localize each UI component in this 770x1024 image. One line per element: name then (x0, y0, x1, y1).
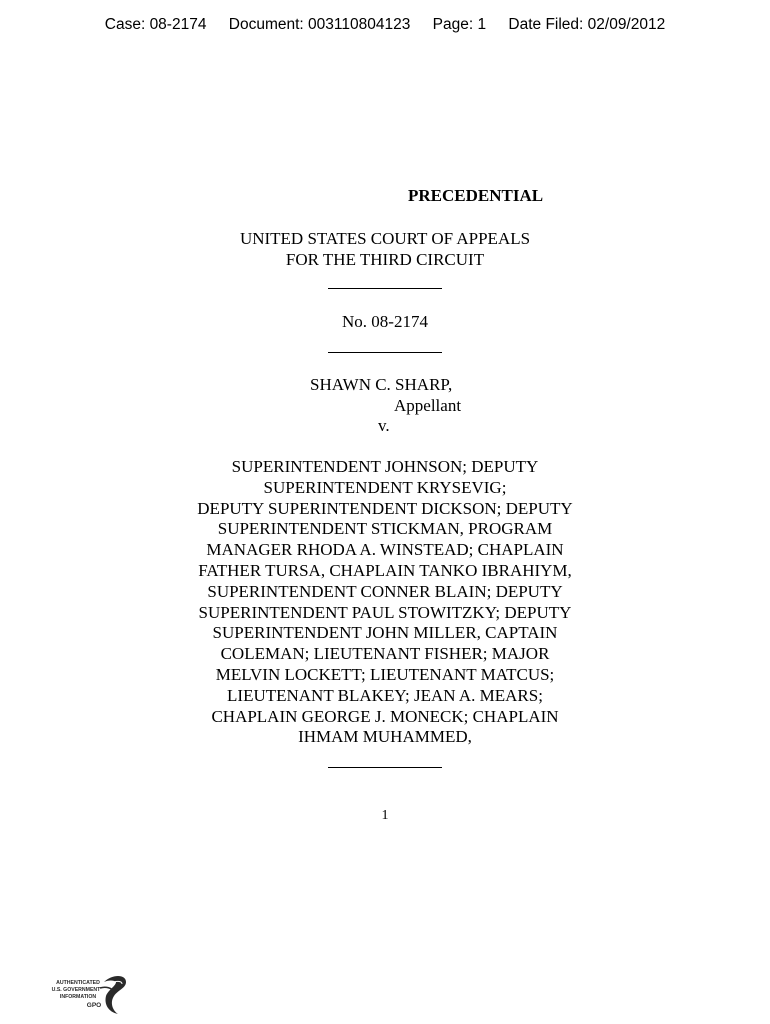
defendant-line: DEPUTY SUPERINTENDENT DICKSON; DEPUTY (197, 498, 573, 518)
seal-text: GPO (86, 1002, 102, 1009)
header-date-filed: Date Filed: 02/09/2012 (508, 16, 666, 33)
defendant-line: SUPERINTENDENT CONNER BLAIN; DEPUTY (207, 581, 563, 601)
court-name-line: FOR THE THIRD CIRCUIT (285, 249, 485, 269)
defendant-line: LIEUTENANT BLAKEY; JEAN A. MEARS; (227, 685, 543, 705)
defendant-line: CHAPLAIN GEORGE J. MONECK; CHAPLAIN (211, 706, 559, 726)
defendant-line: SUPERINTENDENT JOHN MILLER, CAPTAIN (212, 623, 558, 643)
court-name-line: UNITED STATES COURT OF APPEALS (239, 229, 531, 248)
seal-text: INFORMATION (59, 994, 97, 1000)
divider-rule (328, 288, 442, 289)
defendant-line: SUPERINTENDENT STICKMAN, PROGRAM (217, 519, 553, 539)
precedential-label: PRECEDENTIAL (408, 186, 544, 205)
appellant-role: Appellant (394, 396, 462, 415)
divider-rule (328, 352, 442, 353)
defendant-line: MELVIN LOCKETT; LIEUTENANT MATCUS; (215, 664, 555, 684)
header-page-number: Page: 1 (432, 16, 487, 33)
seal-text: U.S. GOVERNMENT (51, 987, 101, 993)
defendant-line: IHMAM MUHAMMED, (298, 727, 472, 747)
header-document-number: Document: 003110804123 (228, 16, 411, 33)
defendant-line: FATHER TURSA, CHAPLAIN TANKO IBRAHIYM, (198, 560, 572, 580)
defendant-line: COLEMAN; LIEUTENANT FISHER; MAJOR (220, 644, 550, 664)
court-name (0, 229, 770, 271)
appellant-name: SHAWN C. SHARP, (310, 375, 453, 394)
defendant-line: MANAGER RHODA A. WINSTEAD; CHAPLAIN (206, 540, 564, 560)
page-number: 1 (381, 808, 389, 823)
docket-number: No. 08-2174 (342, 312, 428, 331)
defendant-line: SUPERINTENDENT PAUL STOWITZKY; DEPUTY (198, 602, 572, 622)
versus-label: v. (378, 416, 390, 435)
divider-rule (328, 767, 442, 768)
seal-text: AUTHENTICATED (56, 980, 100, 986)
defendant-line: SUPERINTENDENT KRYSEVIG; (263, 477, 507, 497)
filing-header (0, 16, 770, 34)
header-case-number: Case: 08-2174 (104, 16, 207, 33)
defendants-list (0, 457, 770, 748)
defendant-line: SUPERINTENDENT JOHNSON; DEPUTY (231, 457, 539, 476)
gpo-authentication-seal-icon (42, 972, 132, 1018)
